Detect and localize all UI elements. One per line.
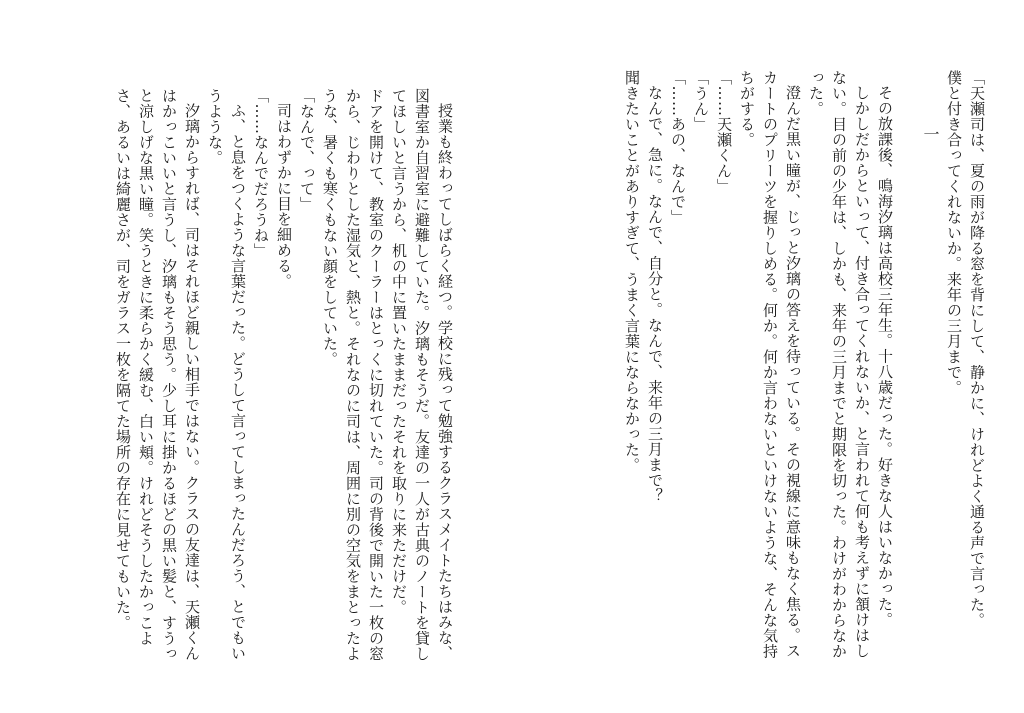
chapter-number: 一	[921, 126, 940, 143]
opening-line-2: 僕と付き合ってくれないか。来年の三月まで。	[945, 70, 963, 396]
paragraph: 汐璃からすれば、司はそれほど親しい相手ではない。クラスの友達は、天瀬くんはかっこいいと言うし、汐璃もそう思う。少し耳に掛かるほどの黒い髪と、すうっと涼しげな黒い瞳。笑うときに柔らかく緩む、白い頬。けれどそうしたかっこよさ、あるいは綺麗さが、司をガラス一枚を隔てた場所の存在に見せてもいた。	[114, 88, 201, 662]
paragraph: なんで、急に。なんで、自分と。なんで、来年の三月まで？	[646, 85, 664, 504]
dialogue-line: 「うん」	[692, 70, 710, 132]
paragraph: ドアを開けて、教室のクーラーはとっくに切れていた。司の背後で開いた一枚の窓から、じわりとした湿気と、熱と。それなのに司は、周囲に別の空気をまとったような、暑くも寒くもない顔をしていた。	[321, 88, 385, 662]
dialogue-line: 「……なんでだろうね」	[252, 88, 270, 259]
opening-line-1: 「天瀬司は、夏の雨が降る窓を背にして、静かに、けれどよく通る声で言った。	[968, 70, 986, 628]
dialogue-line: 「……あの、なんで」	[669, 70, 687, 225]
dialogue-line: 「なんで、って」	[298, 88, 316, 212]
paragraph: その放課後、鳴海汐璃は高校三年生。十八歳だった。好きな人はいなかった。	[876, 85, 894, 628]
paragraph: しかしだからといって、付き合ってくれないか、と言われて何も考えずに頷けはしない。目の前の少年は、しかも、来年の三月までと期限を切った。わけがわからなかった。	[807, 70, 871, 659]
paragraph: 聞きたいことがありすぎて、うまく言葉にならなかった。	[623, 70, 641, 473]
right-page	[548, 70, 988, 670]
paragraph: ふ、と息をつくような言葉だった。どうして言ってしまったんだろう、とでもいうような。	[206, 88, 247, 661]
dialogue-line: 「……天瀬くん」	[715, 70, 733, 194]
paragraph: 澄んだ黒い瞳が、じっと汐璃の答えを待っている。その視線に意味もなく焦る。スカートのプリーツを握りしめる。何か。何か言わないといけないような、そんな気持ちがする。	[738, 70, 802, 659]
paragraph: 司はわずかに目を細める。	[275, 103, 293, 289]
paragraph: 授業も終わってしばらく経つ。学校に残って勉強するクラスメイトたちはみな、図書室か自習室に避難していた。汐璃もそうだ。友達の一人が古典のノートを貸してほしいと言うから、机の中に置いたままだったそれを取りに来ただけだ。	[390, 88, 454, 662]
left-page	[36, 88, 456, 670]
